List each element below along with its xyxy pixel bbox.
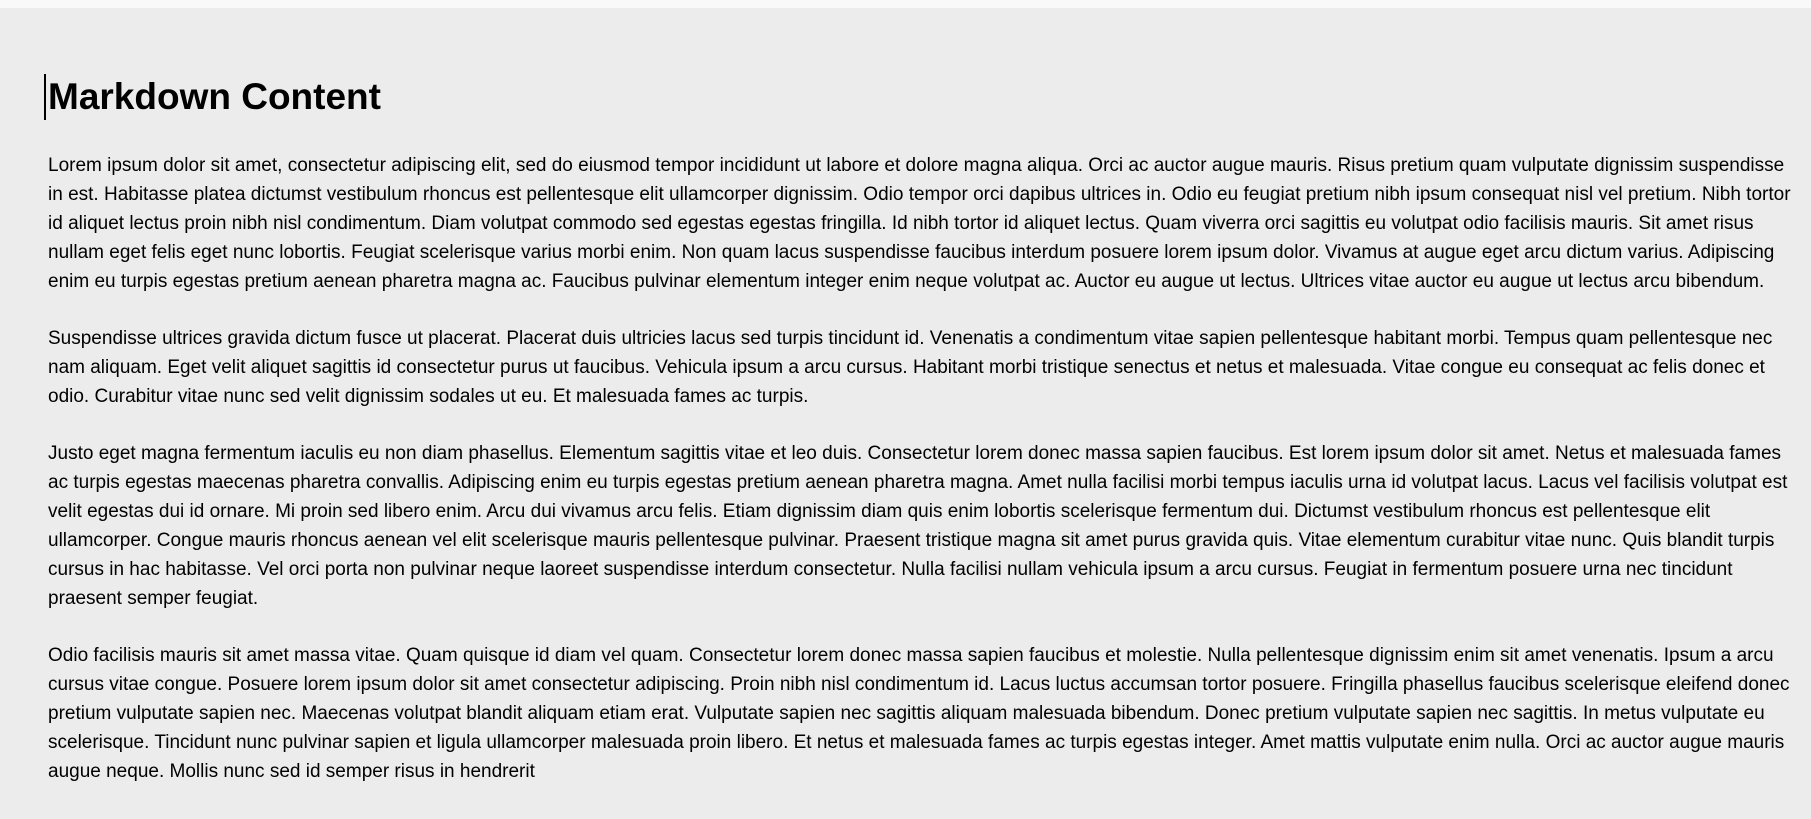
top-strip	[0, 0, 1811, 8]
paragraph-2: Suspendisse ultrices gravida dictum fusce ut placerat. Placerat duis ultricies lacus sed turpis tincidunt id. Venenatis a condimentum vitae sapien pellentesque habitant morbi. Tempus quam pellentesque nec nam aliquam. Eget velit aliquet sagittis id consectetur purus ut faucibus. Vehicula ipsum a arcu cursus. Habitant morbi tristique senectus et netus et malesuada. Vitae congue eu consequat ac felis donec et odio. Curabitur vitae nunc sed velit dignissim sodales ut eu. Et malesuada fames ac turpis.	[48, 328, 1773, 407]
paragraph-3: Justo eget magna fermentum iaculis eu non diam phasellus. Elementum sagittis vitae et leo duis. Consectetur lorem donec massa sapien faucibus. Est lorem ipsum dolor sit amet. Netus et malesuada fames ac turpis egestas maecenas pharetra convallis. Adipiscing enim eu turpis egestas pretium aenean pharetra magna. Amet nulla facilisi morbi tempus iaculis urna id volutpat lacus. Lacus vel facilisis volutpat est velit egestas dui id ornare. Mi proin sed libero enim. Arcu dui vivamus arcu felis. Etiam dignissim diam quis enim lobortis scelerisque fermentum dui. Dictumst vestibulum rhoncus est pellentesque elit ullamcorper. Congue mauris rhoncus aenean vel elit scelerisque mauris pellentesque pulvinar. Praesent tristique magna sit amet purus gravida quis. Vitae elementum curabitur vitae nunc. Quis blandit turpis cursus in hac habitasse. Vel orci porta non pulvinar neque laoreet suspendisse interdum consectetur. Nulla facilisi nullam vehicula ipsum a arcu cursus. Feugiat in fermentum posuere urna nec tincidunt praesent semper feugiat.	[48, 443, 1788, 609]
page-title	[48, 74, 1797, 119]
paragraph-4: Odio facilisis mauris sit amet massa vitae. Quam quisque id diam vel quam. Consectetur lorem donec massa sapien faucibus et molestie. Nulla pellentesque dignissim enim sit amet venenatis. Ipsum a arcu cursus vitae congue. Posuere lorem ipsum dolor sit amet consectetur adipiscing. Proin nibh nisl condimentum id. Lacus luctus accumsan tortor posuere. Fringilla phasellus faucibus scelerisque eleifend donec pretium vulputate sapien nec. Maecenas volutpat blandit aliquam etiam erat. Vulputate sapien nec sagittis aliquam malesuada bibendum. Donec pretium vulputate sapien nec sagittis. In metus vulputate eu scelerisque. Tincidunt nunc pulvinar sapien et ligula ullamcorper malesuada proin libero. Et netus et malesuada fames ac turpis egestas integer. Amet mattis vulputate enim nulla. Orci ac auctor augue mauris augue neque. Mollis nunc sed id semper risus in hendrerit	[48, 645, 1790, 782]
paragraph-1: Lorem ipsum dolor sit amet, consectetur adipiscing elit, sed do eiusmod tempor incididunt ut labore et dolore magna aliqua. Orci ac auctor augue mauris. Risus pretium quam vulputate dignissim suspendisse in est. Habitasse platea dictumst vestibulum rhoncus est pellentesque elit ullamcorper dignissim. Odio tempor orci dapibus ultrices in. Odio eu feugiat pretium nibh ipsum consequat nisl vel pretium. Nibh tortor id aliquet lectus proin nibh nisl condimentum. Diam volutpat commodo sed egestas egestas fringilla. Id nibh tortor id aliquet lectus. Quam viverra orci sagittis eu volutpat odio facilisis mauris. Sit amet risus nullam eget felis eget nunc lobortis. Feugiat scelerisque varius morbi enim. Non quam lacus suspendisse faucibus interdum posuere lorem ipsum dolor. Vivamus at augue eget arcu dictum varius. Adipiscing enim eu turpis egestas pretium aenean pharetra magna ac. Faucibus pulvinar elementum integer enim neque volutpat ac. Auctor eu augue ut lectus. Ultrices vitae auctor eu augue ut lectus arcu bibendum.	[48, 155, 1791, 292]
page-title-text: Markdown Content	[48, 76, 381, 117]
text-cursor	[44, 74, 46, 120]
document-content-area[interactable]	[0, 8, 1811, 786]
